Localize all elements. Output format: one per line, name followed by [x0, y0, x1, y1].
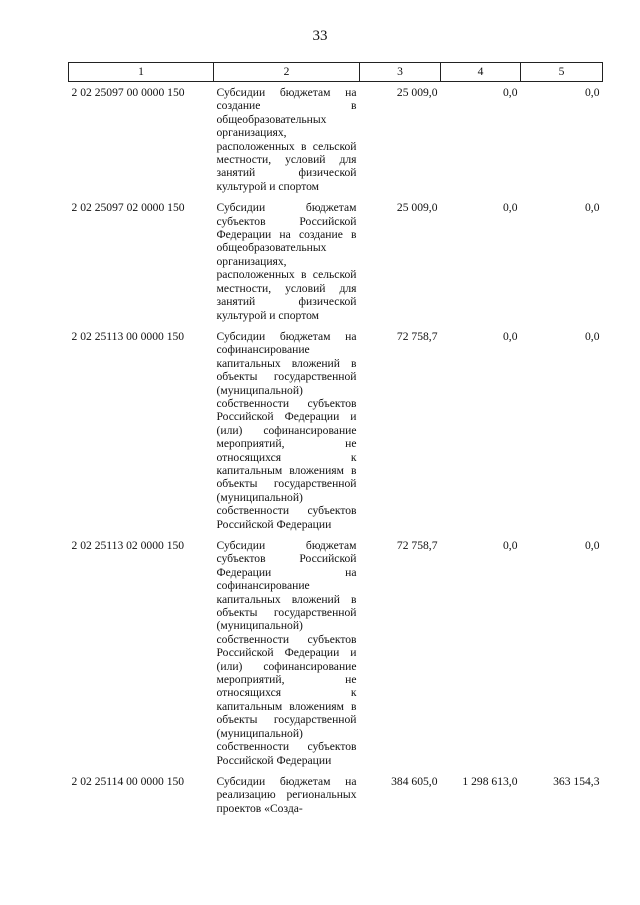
- item-description: Субсидии бюджетам на реализацию региональных проектов «Созда-: [216, 774, 357, 815]
- table-row: [69, 330, 603, 539]
- value-col-5: 363 154,3: [553, 774, 600, 788]
- column-header-1: 1: [69, 63, 214, 82]
- value-col-3: 72 758,7: [396, 539, 438, 552]
- value-col-4: 0,0: [503, 539, 518, 552]
- value-col-3: 25 009,0: [396, 201, 438, 215]
- budget-code: 2 02 25097 02 0000 150: [71, 201, 185, 215]
- value-col-3: 72 758,7: [396, 329, 438, 343]
- value-col-3: 384 605,0: [391, 774, 438, 788]
- budget-code: 2 02 25113 00 0000 150: [71, 329, 185, 343]
- page-number: 33: [312, 28, 328, 44]
- value-col-4: 0,0: [503, 329, 518, 343]
- column-header-4: 4: [441, 63, 521, 82]
- table-row: [69, 82, 603, 202]
- item-description: Субсидии бюджетам на создание в общеобразовательных организациях, расположенных в сельской местности, условий для занятий физической культурой и спортом: [216, 86, 357, 193]
- item-description: Субсидии бюджетам субъектов Российской Федерации на софинансирование капитальных вложений в объекты государственной (муниципальной) собственности субъектов Российской Федерации и (или) софинансирование мероприятий, не относящихся к капитальным вложениям в объекты государственной (муниципальной) собственности субъектов Российской Федерации: [216, 539, 357, 767]
- value-col-5: 0,0: [585, 201, 600, 215]
- column-header-3: 3: [360, 63, 441, 82]
- column-header-2: 2: [214, 63, 360, 82]
- budget-table: [68, 62, 603, 823]
- column-header-5: 5: [521, 63, 603, 82]
- value-col-5: 0,0: [585, 539, 600, 552]
- table-row: [69, 539, 603, 775]
- budget-code: 2 02 25097 00 0000 150: [71, 86, 185, 99]
- value-col-5: 0,0: [585, 329, 600, 343]
- value-col-4: 0,0: [503, 86, 518, 99]
- value-col-4: 1 298 613,0: [462, 774, 518, 788]
- value-col-4: 0,0: [503, 201, 518, 215]
- table-row: [69, 775, 603, 823]
- budget-code: 2 02 25113 02 0000 150: [71, 539, 185, 552]
- table-row: [69, 201, 603, 330]
- item-description: Субсидии бюджетам субъектов Российской Федерации на создание в общеобразовательных организациях, расположенных в сельской местности, условий для занятий физической культурой и спортом: [216, 201, 357, 322]
- value-col-5: 0,0: [585, 86, 600, 99]
- item-description: Субсидии бюджетам на софинансирование капитальных вложений в объекты государственной (муниципальной) собственности субъектов Российской Федерации и (или) софинансирование мероприятий, не относящихся к капитальным вложениям в объекты государственной (муниципальной) собственности субъектов Российской Федерации: [216, 329, 357, 531]
- budget-code: 2 02 25114 00 0000 150: [71, 774, 185, 788]
- value-col-3: 25 009,0: [396, 86, 438, 99]
- header-row: [69, 63, 603, 82]
